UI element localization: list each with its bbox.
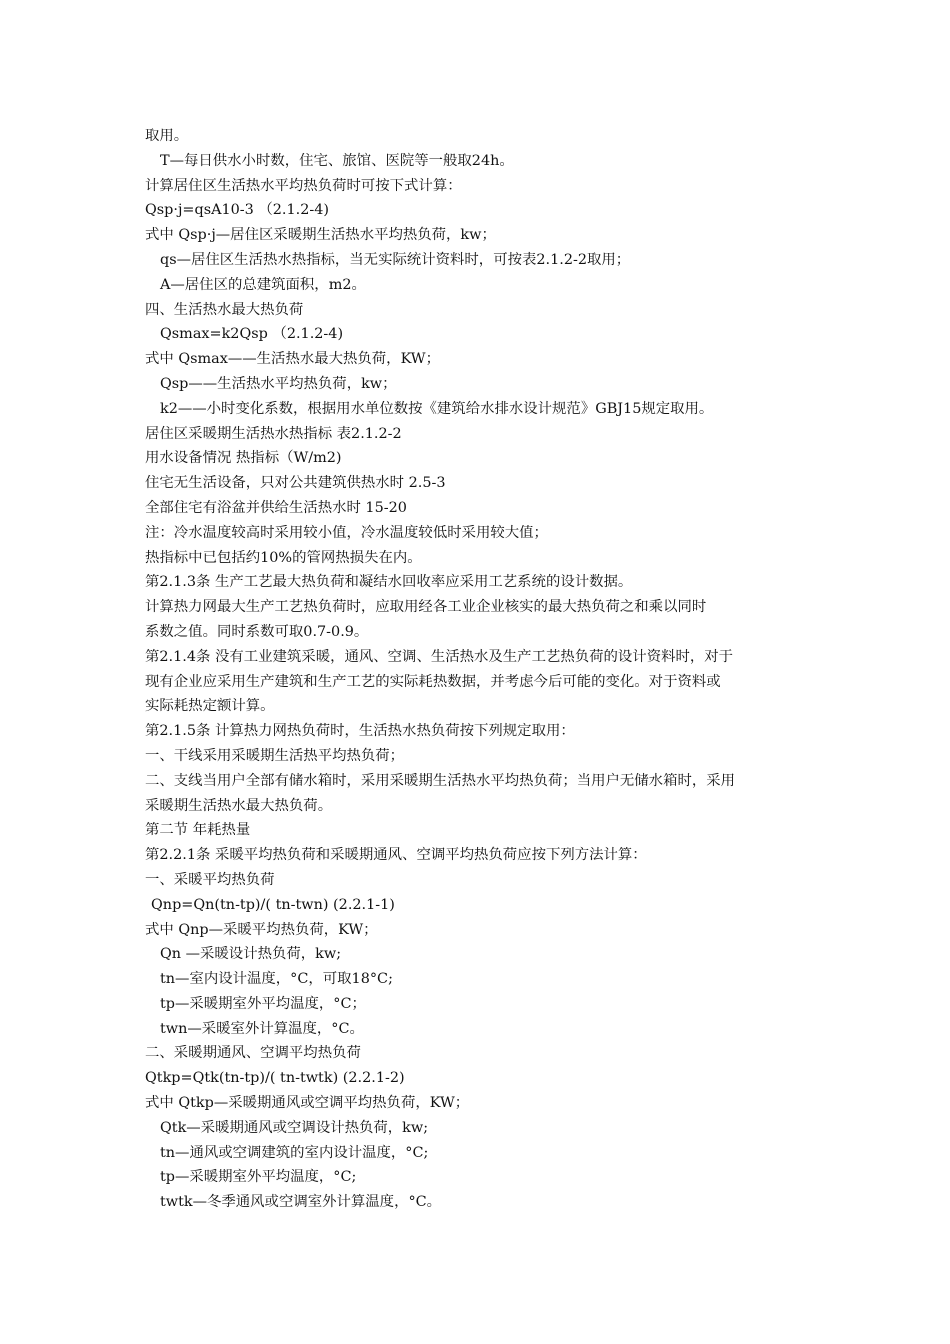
text-line: A—居住区的总建筑面积，m2。 [160,276,366,293]
text-line: 采暖期生活热水最大热负荷。 [145,797,333,814]
text-line: 热指标中已包括约10%的管网热损失在内。 [145,549,422,566]
text-line: 全部住宅有浴盆并供给生活热水时 15-20 [145,499,407,516]
text-line: 式中 Qtkp—采暖期通风或空调平均热负荷，KW； [145,1095,470,1112]
text-line: 住宅无生活设备，只对公共建筑供热水时 2.5-3 [145,475,446,492]
text-line: 第二节 年耗热量 [145,822,251,839]
text-line: Qn —采暖设计热负荷，kw; [160,946,342,963]
text-line: 一、采暖平均热负荷 [145,871,275,888]
text-line: tp—采暖期室外平均温度，°C; [160,1169,357,1186]
text-line: 注：冷水温度较高时采用较小值，冷水温度较低时采用较大值； [145,524,548,541]
text-line: tp—采暖期室外平均温度，°C； [160,995,366,1012]
text-line: 居住区采暖期生活热水热指标 表2.1.2-2 [145,425,402,442]
text-line: Qsp——生活热水平均热负荷，kw； [160,375,397,392]
text-line: k2——小时变化系数，根据用水单位数按《建筑给水排水设计规范》GBJ15规定取用。 [160,400,714,417]
text-line: twtk—冬季通风或空调室外计算温度，°C。 [160,1194,442,1211]
text-line: Qsmax=k2Qsp （2.1.2-4) [160,326,344,343]
text-line: Qsp·j=qsA10-3 （2.1.2-4) [145,202,330,219]
text-line: Qtkp=Qtk(tn-tp)/( tn-twtk) (2.2.1-2) [145,1070,405,1087]
text-line: 第2.2.1条 采暖平均热负荷和采暖期通风、空调平均热负荷应按下列方法计算： [145,847,647,864]
text-line: 计算热力网最大生产工艺热负荷时，应取用经各工业企业核实的最大热负荷之和乘以同时 [145,599,707,616]
text-line: 二、采暖期通风、空调平均热负荷 [145,1045,361,1062]
text-line: 式中 Qnp—采暖平均热负荷，KW； [145,921,378,938]
text-line: 四、生活热水最大热负荷 [145,301,304,318]
text-line: qs—居住区生活热水热指标，当无实际统计资料时，可按表2.1.2-2取用； [160,251,631,268]
text-line: 系数之值。同时系数可取0.7-0.9。 [145,623,369,640]
text-line: 式中 Qsp·j—居住区采暖期生活热水平均热负荷，kw； [145,227,496,244]
text-line: 取用。 [145,128,189,144]
document-page [145,124,810,1215]
text-line: twn—采暖室外计算温度，°C。 [160,1020,364,1037]
text-line: Qnp=Qn(tn-tp)/( tn-twn) (2.2.1-1) [151,896,395,913]
text-line: 一、干线采用采暖期生活热平均热负荷； [145,747,405,764]
text-line: 第2.1.4条 没有工业建筑采暖，通风、空调、生活热水及生产工艺热负荷的设计资料时，对于 [145,648,734,665]
text-line: 现有企业应采用生产建筑和生产工艺的实际耗热数据，并考虑今后可能的变化。对于资料或 [145,673,721,690]
text-line: tn—室内设计温度，°C，可取18°C; [160,971,393,988]
text-line: 实际耗热定额计算。 [145,698,275,715]
text-line: Qtk—采暖期通风或空调设计热负荷，kw; [160,1119,429,1136]
text-line: 第2.1.5条 计算热力网热负荷时，生活热水热负荷按下列规定取用： [145,723,575,740]
text-line: T—每日供水小时数，住宅、旅馆、医院等一般取24h。 [160,152,514,169]
text-line: 式中 Qsmax——生活热水最大热负荷，KW； [145,351,440,368]
text-line: 计算居住区生活热水平均热负荷时可按下式计算： [145,177,462,194]
text-line: 二、支线当用户全部有储水箱时，采用采暖期生活热水平均热负荷；当用户无储水箱时，采用 [145,772,736,789]
text-line: 用水设备情况 热指标（W/m2) [145,450,342,467]
text-line: tn—通风或空调建筑的室内设计温度，°C; [160,1144,429,1161]
text-line: 第2.1.3条 生产工艺最大热负荷和凝结水回收率应采用工艺系统的设计数据。 [145,574,633,591]
